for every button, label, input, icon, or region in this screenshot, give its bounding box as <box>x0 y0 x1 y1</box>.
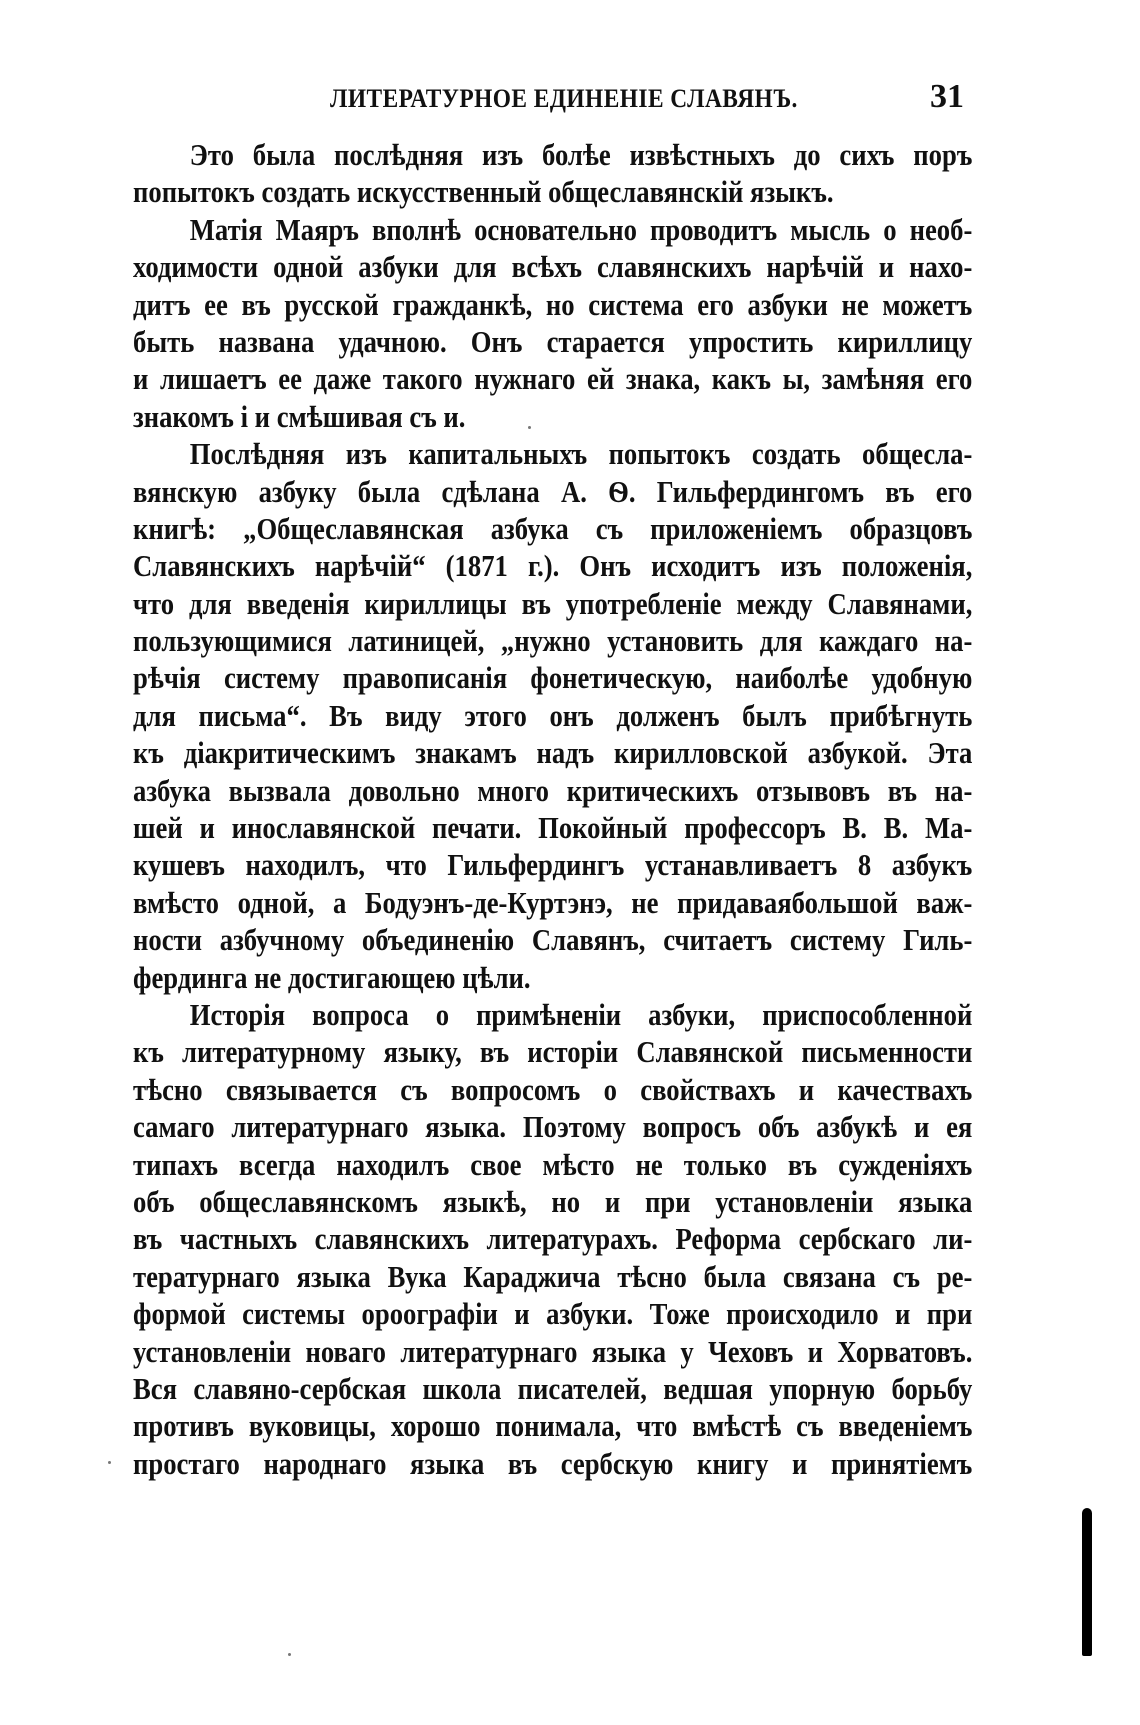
text-line: ности азбучному объединенiю Славянъ, считаетъ систему Гиль- <box>133 922 973 958</box>
text-line: объ общеславянскомъ языкѣ, но и при установленiи языка <box>133 1183 973 1219</box>
text-line: попытокъ создать искусственный общеславянскiй языкъ. <box>133 174 834 210</box>
text-line: противъ вуковицы, хорошо понимала, что вмѣстѣ съ введенiемъ <box>133 1408 973 1444</box>
text-line: простаго народнаго языка въ сербскую книгу и принятiемъ <box>133 1445 973 1481</box>
speck <box>288 1653 291 1656</box>
text-line: самаго литературнаго языка. Поэтому вопросъ объ азбукѣ и ея <box>133 1109 973 1145</box>
text-line: дитъ ее въ русской гражданкѣ, но система его азбуки не можетъ <box>133 286 973 322</box>
text-line: тѣсно связывается съ вопросомъ о свойствахъ и качествахъ <box>133 1071 973 1107</box>
text-line: азбука вызвала довольно много критическихъ отзывовъ въ на- <box>133 772 973 808</box>
text-line: къ дiакритическимъ знакамъ надъ кирилловской азбукой. Эта <box>133 735 973 771</box>
speck <box>108 1461 111 1464</box>
text-line: установленiи новаго литературнаго языка у Чеховъ и Хорватовъ. <box>133 1333 973 1369</box>
text-line: для письма“. Въ виду этого онъ долженъ былъ прибѣгнуть <box>133 697 973 733</box>
text-line: быть названа удачною. Онъ старается упростить кириллицу <box>133 323 973 359</box>
page-number: 31 <box>930 78 964 115</box>
text-line: Это была послѣдняя изъ болѣе извѣстныхъ до сихъ поръ <box>189 137 973 172</box>
text-line: и лишаетъ ее даже такого нужнаго ей знака, какъ ы, замѣняя его <box>133 361 973 397</box>
text-line: Вся славяно-сербская школа писателей, ведшая упорную борьбу <box>133 1370 973 1406</box>
body-text <box>133 136 973 1482</box>
text-line: вмѣсто одной, а Бодуэнъ-де-Куртэнэ, не придаваябольшой важ- <box>133 884 973 920</box>
text-line: рѣчiя систему правописанiя фонетическую, наиболѣе удобную <box>133 660 973 696</box>
speck <box>528 426 531 429</box>
text-line: въ частныхъ славянскихъ литературахъ. Реформа сербскаго ли- <box>133 1221 973 1257</box>
text-line: формой системы ороографiи и азбуки. Тоже происходило и при <box>133 1296 973 1332</box>
text-line: Послѣдняя изъ капитальныхъ попытокъ создать общесла- <box>189 436 973 472</box>
text-line: кушевъ находилъ, что Гильфердингъ устанавливаетъ 8 азбукъ <box>133 847 973 883</box>
text-line: тературнаго языка Вука Караджича тѣсно была связана съ ре- <box>133 1258 973 1294</box>
text-line: Славянскихъ нарѣчiй“ (1871 г.). Онъ исходитъ изъ положенiя, <box>133 548 973 584</box>
text-line: типахъ всегда находилъ свое мѣсто не только въ сужденiяхъ <box>133 1146 973 1182</box>
text-line: ходимости одной азбуки для всѣхъ славянскихъ нарѣчiй и нахо- <box>133 249 973 285</box>
text-line: знакомъ і и смѣшивая съ и. <box>133 398 466 434</box>
text-line: Матiя Маяръ вполнѣ основательно проводитъ мысль о необ- <box>189 211 973 247</box>
text-line: что для введенiя кириллицы въ употребленiе между Славянами, <box>133 585 973 621</box>
text-line: къ литературному языку, въ исторiи Славянской письменности <box>133 1034 973 1070</box>
text-line: вянскую азбуку была сдѣлана А. Ѳ. Гильфердингомъ въ его <box>133 473 973 509</box>
running-header-title: ЛИТЕРАТУРНОЕ ЕДИНЕНIЕ СЛАВЯНЪ. <box>330 84 798 113</box>
text-line: книгѣ: „Общеславянская азбука съ приложенiемъ образцовъ <box>133 510 973 546</box>
text-line: Исторiя вопроса о примѣненiи азбуки, приспособленной <box>189 996 973 1032</box>
text-line: шей и инославянской печати. Покойный профессоръ В. В. Ма- <box>133 810 973 846</box>
text-line: пользующимися латиницей, „нужно установить для каждаго на- <box>133 623 973 659</box>
text-line: фердинга не достигающею цѣли. <box>133 959 531 995</box>
page-edge-shadow <box>1082 1508 1092 1656</box>
